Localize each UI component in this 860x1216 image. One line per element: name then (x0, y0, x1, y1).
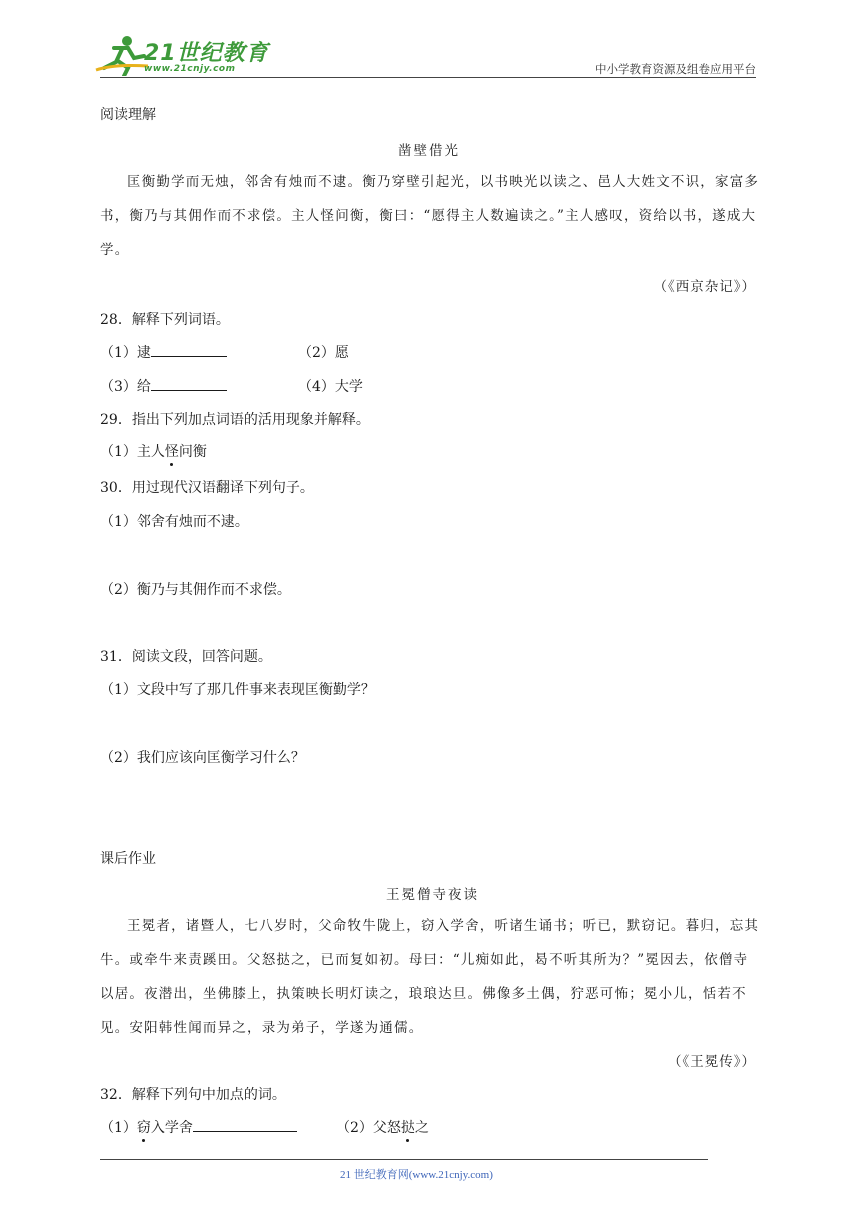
header-rule (100, 77, 756, 78)
question-32-stem: 32．解释下列句中加点的词。 (100, 1087, 286, 1103)
header-platform-text: 中小学教育资源及组卷应用平台 (595, 62, 756, 76)
section-heading-reading: 阅读理解 (100, 107, 156, 123)
q29-item-1 (100, 441, 207, 461)
passage-source-1: （《西京杂记》） (653, 279, 756, 295)
runner-icon (94, 34, 150, 76)
q32-item-2 (336, 1117, 429, 1137)
q28-item-3-label: （3）给 (100, 379, 151, 395)
q31-item-1: （1）文段中写了那几件事来表现匡衡勤学？ (100, 682, 375, 698)
q29-item-pre: （1）主人 (100, 444, 165, 460)
q32-item-1 (100, 1117, 297, 1137)
q31-item-2: （2）我们应该向匡衡学习什么？ (100, 750, 305, 766)
answer-blank[interactable] (151, 377, 227, 391)
question-30-stem: 30．用过现代汉语翻译下列句子。 (100, 480, 314, 496)
q29-item-post: 问衡 (178, 444, 207, 460)
dotted-word: 怪 (165, 441, 179, 461)
answer-blank[interactable] (193, 1118, 297, 1132)
section-heading-homework: 课后作业 (100, 851, 156, 867)
q28-item-3 (100, 376, 227, 396)
footer-link[interactable]: 21 世纪教育网(www.21cnjy.com) (340, 1169, 493, 1181)
passage-title-2: 王冕僧寺夜读 (386, 887, 479, 903)
passage-body-1: 匡衡勤学而无烛，邻舍有烛而不逮。衡乃穿壁引起光，以书映光以读之、邑人大姓文不识，家富多书，衡乃与其佣作而不求偿。主人怪问衡，衡曰：“愿得主人数遍读之。”主人感叹，资给以书，遂成大学。 (100, 174, 760, 258)
question-28-stem: 28．解释下列词语。 (100, 312, 230, 328)
site-logo (94, 34, 269, 78)
passage-title-1: 凿壁借光 (398, 143, 460, 159)
q30-item-1: （1）邻舍有烛而不逮。 (100, 514, 249, 530)
dotted-word: 窃 (137, 1117, 151, 1137)
q32-item-2-post: 之 (414, 1120, 429, 1136)
q28-item-4: （4）大学 (298, 379, 363, 395)
q32-item-1-post: 入学舍 (150, 1120, 193, 1136)
q32-item-2-pre: （2）父怒 (336, 1120, 401, 1136)
footer-rule (100, 1159, 708, 1160)
answer-blank[interactable] (151, 343, 227, 357)
q28-item-1-label: （1）逮 (100, 345, 151, 361)
question-31-stem: 31．阅读文段，回答问题。 (100, 649, 272, 665)
dotted-word: 挞 (401, 1117, 415, 1137)
passage-body-2: 王冕者，诸暨人，七八岁时，父命牧牛陇上，窃入学舍，听诸生诵书；听已，默窃记。暮归，忘其牛。或牵牛来责蹊田。父怒挞之，已而复如初。母曰：“儿痴如此，曷不听其所为？”冕因去，依僧寺以居。夜潜出，坐佛膝上，执策映长明灯读之，琅琅达旦。佛像多土偶，狞恶可怖；冕小儿，恬若不见。安阳韩性闻而异之，录为弟子，学遂为通儒。 (100, 918, 760, 1036)
logo-url: www.21cnjy.com (144, 64, 236, 74)
logo-text: 21世纪教育 (144, 41, 269, 66)
passage-source-2: （《王冕传》） (668, 1054, 756, 1070)
q28-item-2: （2）愿 (298, 345, 349, 361)
q28-item-1 (100, 342, 227, 362)
question-29-stem: 29．指出下列加点词语的活用现象并解释。 (100, 412, 370, 428)
q30-item-2: （2）衡乃与其佣作而不求偿。 (100, 582, 291, 598)
q32-item-1-pre: （1） (100, 1120, 137, 1136)
